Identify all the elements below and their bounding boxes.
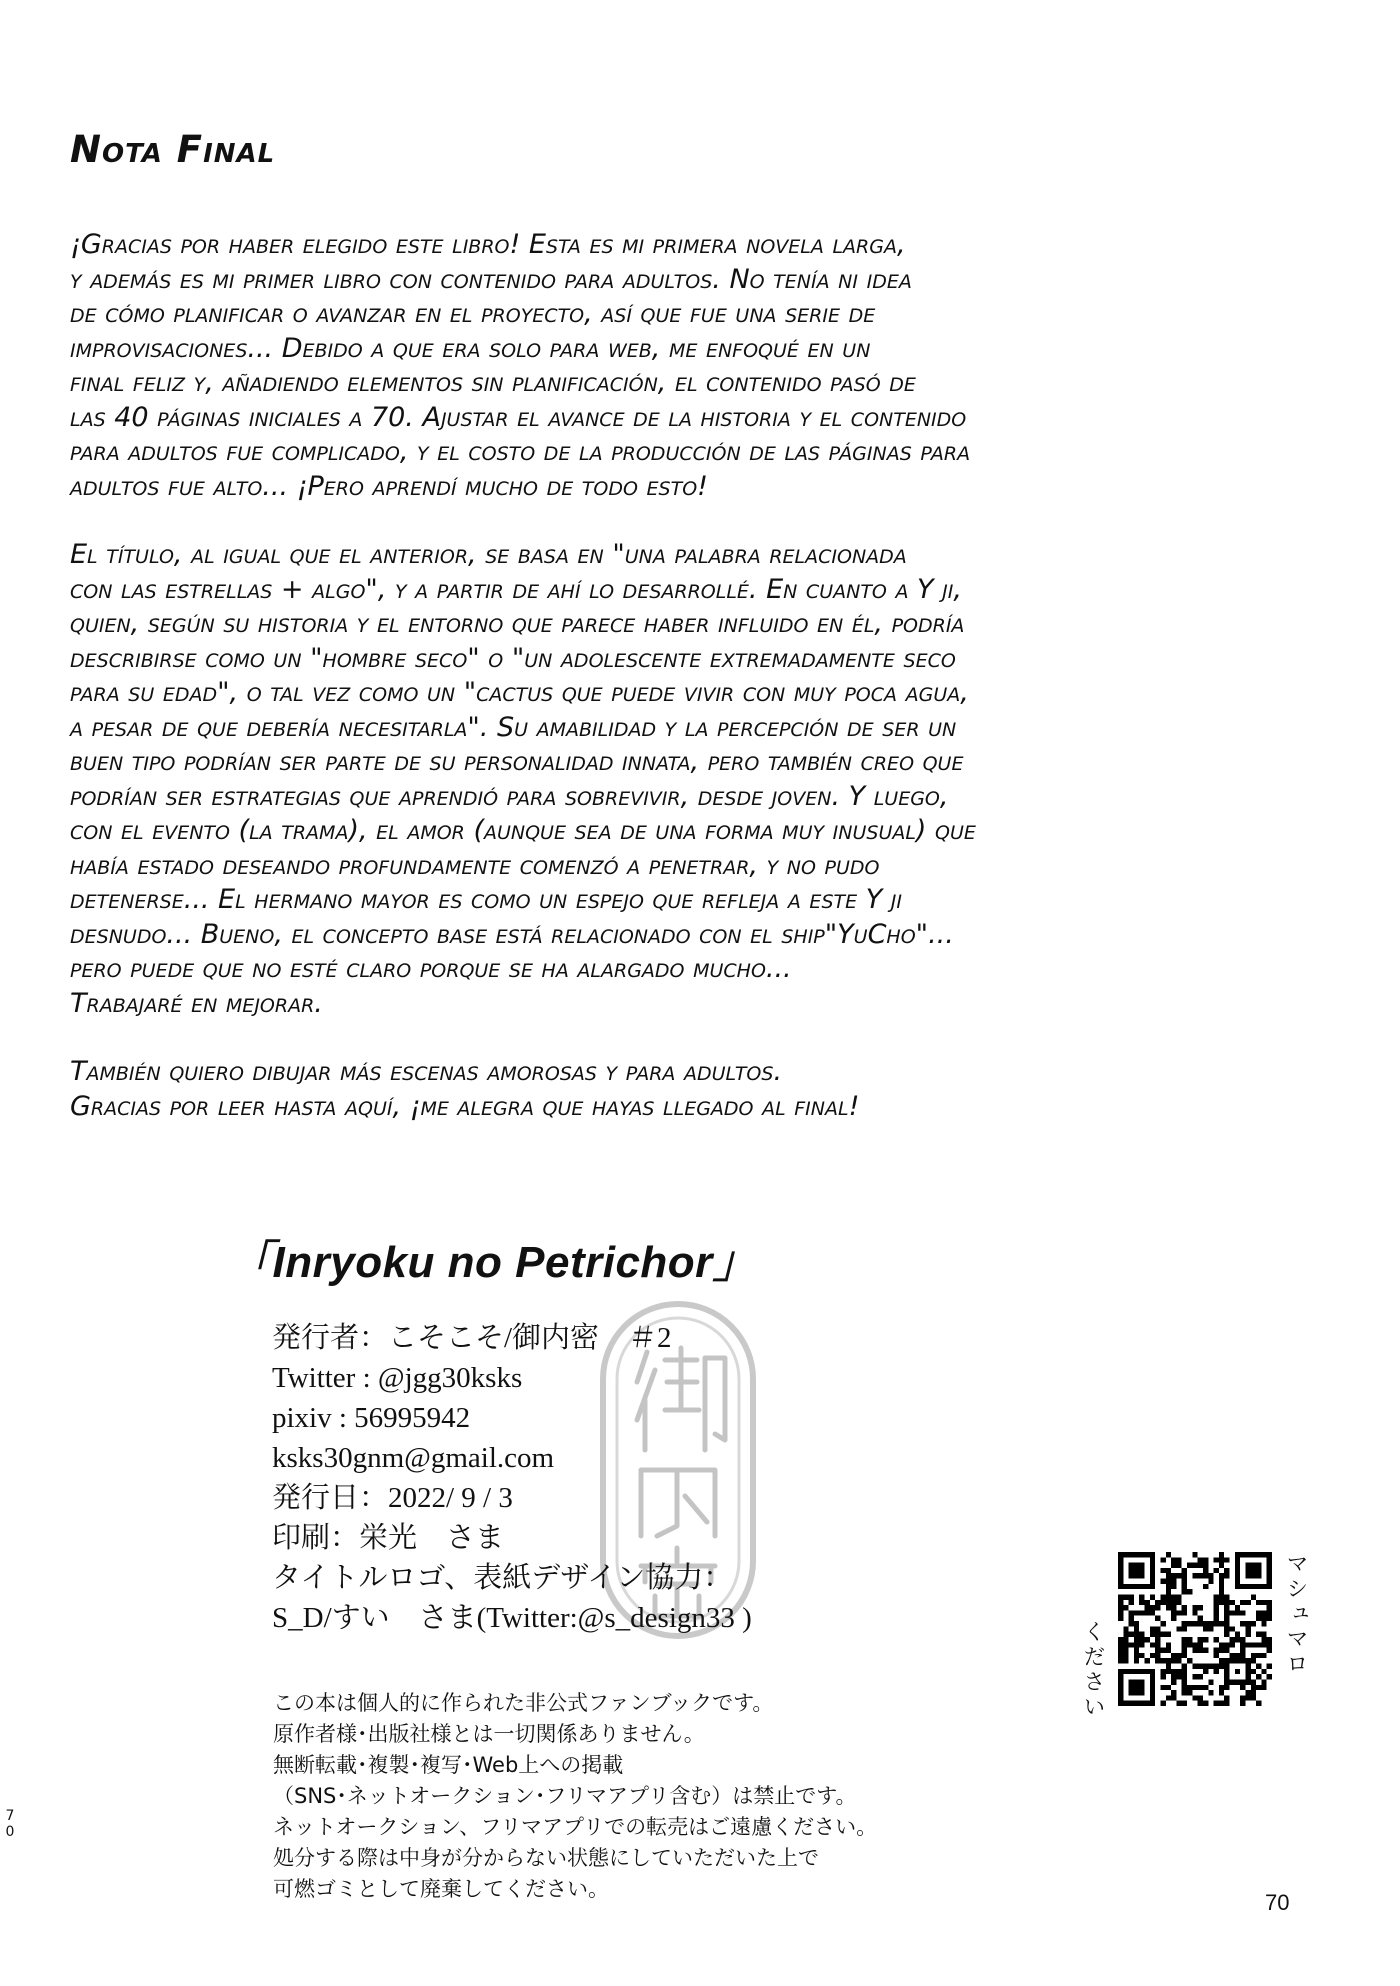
- text-line: a pesar de que debería necesitarla". Su amabilidad y la percepción de ser un: [70, 711, 957, 743]
- disclaimer: [273, 1688, 877, 1905]
- text-line: con las estrellas + algo", y a partir de ahí lo desarrollé. En cuanto a Y ji,: [70, 573, 962, 605]
- colophon: [272, 1318, 752, 1638]
- email-line: ksks30gnm@gmail.com: [272, 1442, 555, 1474]
- side-page-number: 70: [2, 1808, 18, 1840]
- text-line: podrían ser estrategias que aprendió para sobrevivir, desde joven. Y luego,: [70, 780, 949, 812]
- disclaimer-line: （SNS･ネットオークション･フリマアプリ含む）は禁止です。: [273, 1784, 857, 1808]
- disclaimer-line: 原作者様･出版社様とは一切関係ありません。: [273, 1722, 705, 1746]
- text-line: Gracias por leer hasta aquí, ¡me alegra que hayas llegado al final!: [70, 1090, 860, 1122]
- publish-date-line: 発行日：2022/ 9 / 3: [272, 1482, 513, 1514]
- text-line: y además es mi primer libro con contenido para adultos. No tenía ni idea: [70, 263, 912, 295]
- text-line: desnudo... Bueno, el concepto base está relacionado con el ship"YuCho"...: [70, 918, 954, 950]
- design-credit-label: タイトルロゴ、表紙デザイン協力：: [272, 1562, 733, 1594]
- book-title: 「Inryoku no Petrichor」: [228, 1238, 758, 1287]
- text-line: adultos fue alto... ¡Pero aprendí mucho de todo esto!: [70, 470, 708, 502]
- publisher-line: 発行者：こそこそ/御内密 ＃2: [272, 1322, 672, 1354]
- disclaimer-line: 可燃ゴミとして廃棄してください。: [273, 1877, 609, 1901]
- qr-label-please: ください: [1080, 1620, 1105, 1720]
- text-line: con el evento (la trama), el amor (aunque sea de una forma muy inusual) que: [70, 815, 976, 846]
- pixiv-line: pixiv : 56995942: [272, 1402, 471, 1434]
- qr-code-icon[interactable]: [1118, 1552, 1272, 1706]
- text-line: Trabajaré en mejorar.: [70, 987, 323, 1019]
- text-line: ¡Gracias por haber elegido este libro! Esta es mi primera novela larga,: [70, 229, 906, 260]
- text-line: buen tipo podrían ser parte de su personalidad innata, pero también creo que: [70, 746, 964, 777]
- text-line: había estado deseando profundamente comenzó a penetrar, y no pudo: [70, 849, 880, 881]
- text-line: improvisaciones... Debido a que era solo para web, me enfoqué en un: [70, 332, 871, 364]
- printer-line: 印刷：栄光 さま: [272, 1522, 505, 1554]
- page-title: Nota Final: [70, 128, 276, 171]
- note-paragraph-1: [70, 228, 1350, 504]
- text-line: El título, al igual que el anterior, se basa en "una palabra relacionada: [70, 539, 907, 570]
- page-number: 70: [1265, 1890, 1290, 1915]
- twitter-line: Twitter : @jgg30ksks: [272, 1362, 523, 1394]
- disclaimer-line: ネットオークション、フリマアプリでの転売はご遠慮ください。: [273, 1815, 878, 1839]
- text-line: para adultos fue complicado, y el costo de la producción de las páginas para: [70, 436, 971, 467]
- text-line: describirse como un "hombre seco" o "un adolescente extremadamente seco: [70, 642, 956, 674]
- text-line: También quiero dibujar más escenas amorosas y para adultos.: [70, 1056, 783, 1087]
- qr-label-marshmallow: マシュマロ: [1283, 1552, 1308, 1677]
- text-line: para su edad", o tal vez como un "cactus que puede vivir con muy poca agua,: [70, 677, 969, 708]
- final-note-body: [70, 228, 1350, 1158]
- text-line: de cómo planificar o avanzar en el proyecto, así que fue una serie de: [70, 298, 876, 329]
- text-line: pero puede que no esté claro porque se ha alargado mucho...: [70, 953, 792, 984]
- disclaimer-line: 無断転載･複製･複写･Web上への掲載: [273, 1753, 624, 1777]
- note-paragraph-3: [70, 1055, 1350, 1124]
- disclaimer-line: 処分する際は中身が分からない状態にしていただいた上で: [273, 1846, 819, 1870]
- text-line: las 40 páginas iniciales a 70. Ajustar el avance de la historia y el contenido: [70, 401, 967, 433]
- note-paragraph-2: [70, 538, 1350, 1021]
- text-line: detenerse... El hermano mayor es como un espejo que refleja a este Y ji: [70, 884, 902, 915]
- design-credit-line: S_D/すい さま(Twitter:@s_design33 ): [272, 1602, 752, 1634]
- disclaimer-line: この本は個人的に作られた非公式ファンブックです。: [273, 1691, 774, 1715]
- text-line: quien, según su historia y el entorno que parece haber influido en él, podría: [70, 608, 965, 639]
- text-line: final feliz y, añadiendo elementos sin planificación, el contenido pasó de: [70, 367, 916, 398]
